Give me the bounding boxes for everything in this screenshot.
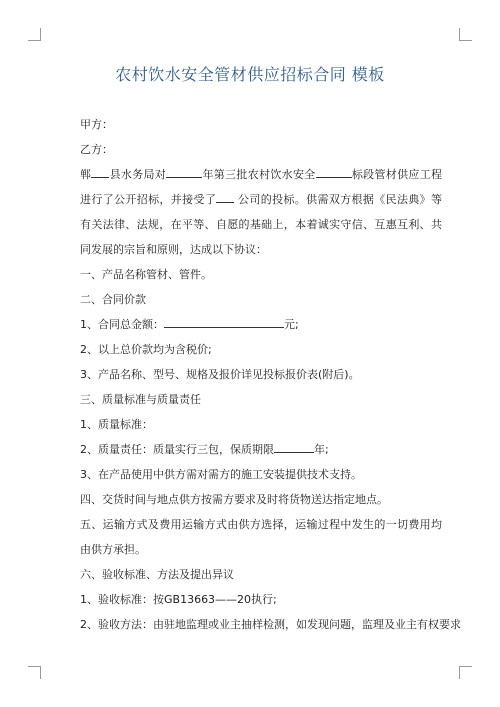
document-title: 农村饮水安全管材供应招标合同 模板 bbox=[115, 65, 385, 84]
section-1: 一、产品名称管材、管件。 bbox=[80, 268, 212, 281]
section-5: 五、运输方式及费用运输方式由供方选择，运输过程中发生的一切费用均由供方承担。 bbox=[80, 518, 442, 556]
blank-lot bbox=[316, 167, 352, 178]
item-2-3: 3、产品名称、型号、规格及报价详见投标报价表(附后)。 bbox=[80, 368, 360, 381]
crop-mark-bottom-left bbox=[28, 666, 41, 679]
item-2-1-label: 1、合同总金额： bbox=[80, 318, 164, 331]
intro-part-5: 公司的投标。供需双方根据《民法典》等有关法律、法规，在平等、自愿的基础上，本着诚实守信、互惠互利、共同发展的宗旨和原则，达成以下协议： bbox=[80, 193, 442, 256]
blank-year bbox=[166, 167, 202, 178]
crop-mark-bottom-right bbox=[459, 666, 472, 679]
party-a-line: 甲方： bbox=[80, 118, 113, 131]
section-3: 三、质量标准与质量责任 bbox=[80, 393, 201, 406]
item-2-1 bbox=[80, 312, 442, 337]
blank-county bbox=[91, 167, 109, 178]
item-3-2-unit: 年; bbox=[314, 443, 329, 456]
item-2-2: 2、以上总价款均为含税价; bbox=[80, 343, 212, 356]
crop-mark-top-right bbox=[459, 28, 472, 41]
item-3-1: 1、质量标准： bbox=[80, 418, 153, 431]
blank-company bbox=[216, 192, 234, 203]
item-3-3: 3、在产品使用中供方需对需方的施工安装提供技术支持。 bbox=[80, 468, 362, 481]
section-2: 二、合同价款 bbox=[80, 293, 146, 306]
item-3-2 bbox=[80, 437, 442, 462]
blank-total-amount bbox=[164, 317, 284, 328]
item-6-2: 2、验收方法：由驻地监理或业主抽样检测，如发现问题，监理及业主有权要求 bbox=[80, 618, 461, 631]
section-6: 六、验收标准、方法及提出异议 bbox=[80, 568, 234, 581]
intro-part-1: 郸 bbox=[80, 168, 92, 181]
item-6-1: 1、验收标准：按GB13663——20执行; bbox=[80, 593, 277, 606]
document-body bbox=[80, 112, 461, 637]
crop-mark-top-left bbox=[28, 28, 41, 41]
item-3-2-label: 2、质量责任：质量实行三包，保质期限 bbox=[80, 443, 274, 456]
intro-part-4: 标段管材供应工程进行了公开招标，并接受了 bbox=[80, 168, 443, 206]
blank-warranty-years bbox=[274, 442, 314, 453]
intro-paragraph bbox=[80, 162, 442, 262]
item-2-1-unit: 元; bbox=[284, 318, 299, 331]
intro-part-2: 县水务局对 bbox=[109, 168, 167, 181]
intro-part-3: 年第三批农村饮水安全 bbox=[202, 168, 316, 181]
party-b-line: 乙方： bbox=[80, 143, 113, 156]
section-4: 四、交货时间与地点供方按需方要求及时将货物送达指定地点。 bbox=[80, 493, 388, 506]
